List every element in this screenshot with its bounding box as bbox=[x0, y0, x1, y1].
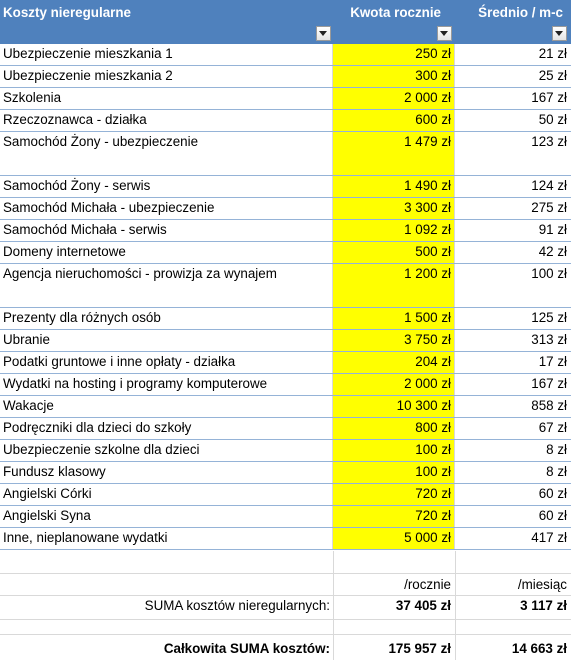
table-row bbox=[0, 220, 571, 242]
table-row bbox=[0, 110, 571, 132]
table-row bbox=[0, 264, 571, 308]
row-year-cell[interactable]: 1 200 zł bbox=[333, 264, 455, 307]
filter-dropdown-button[interactable] bbox=[552, 26, 567, 41]
row-month-cell[interactable]: 100 zł bbox=[531, 266, 567, 281]
irregular-sum-year[interactable]: 37 405 zł bbox=[395, 598, 451, 613]
row-month-cell[interactable]: 313 zł bbox=[531, 332, 567, 347]
table-row bbox=[0, 528, 571, 550]
header-cell-month[interactable] bbox=[455, 0, 571, 44]
divider bbox=[0, 634, 571, 635]
table-row bbox=[0, 242, 571, 264]
row-year-cell[interactable]: 100 zł bbox=[333, 462, 455, 483]
row-month-cell[interactable]: 8 zł bbox=[546, 464, 567, 479]
total-sum-label: Całkowita SUMA kosztów: bbox=[163, 641, 330, 656]
monthly-caption: /miesiąc bbox=[517, 577, 567, 592]
row-year-cell[interactable]: 3 750 zł bbox=[333, 330, 455, 351]
column-divider bbox=[455, 551, 456, 660]
row-year-cell[interactable]: 1 092 zł bbox=[333, 220, 455, 241]
row-year-cell[interactable]: 1 500 zł bbox=[333, 308, 455, 329]
row-month-cell[interactable]: 125 zł bbox=[531, 310, 567, 325]
row-year-cell[interactable]: 1 490 zł bbox=[333, 176, 455, 197]
chevron-down-icon bbox=[319, 31, 327, 36]
row-year-cell[interactable]: 720 zł bbox=[333, 506, 455, 527]
row-month-cell[interactable]: 167 zł bbox=[531, 90, 567, 105]
row-year-cell[interactable]: 5 000 zł bbox=[333, 528, 455, 549]
table-row bbox=[0, 462, 571, 484]
row-month-cell[interactable]: 167 zł bbox=[531, 376, 567, 391]
row-name-cell[interactable]: Ubezpieczenie mieszkania 2 bbox=[0, 66, 333, 87]
table-row bbox=[0, 440, 571, 462]
table-row bbox=[0, 198, 571, 220]
total-sum-month[interactable]: 14 663 zł bbox=[511, 641, 567, 656]
table-row bbox=[0, 66, 571, 88]
header-month-label: Średnio / m-c bbox=[478, 5, 563, 20]
row-name-cell[interactable]: Ubezpieczenie szkolne dla dzieci bbox=[0, 440, 333, 461]
row-month-cell[interactable]: 60 zł bbox=[538, 508, 567, 523]
row-name-cell[interactable]: Samochód Żony - serwis bbox=[0, 176, 333, 197]
row-name-cell[interactable]: Angielski Córki bbox=[0, 484, 333, 505]
table-row bbox=[0, 88, 571, 110]
row-month-cell[interactable]: 67 zł bbox=[538, 420, 567, 435]
row-name-cell[interactable]: Samochód Michała - ubezpieczenie bbox=[0, 198, 333, 219]
column-divider bbox=[333, 551, 334, 660]
divider bbox=[0, 595, 571, 596]
row-month-cell[interactable]: 123 zł bbox=[531, 134, 567, 149]
row-year-cell[interactable]: 600 zł bbox=[333, 110, 455, 131]
row-month-cell[interactable]: 91 zł bbox=[538, 222, 567, 237]
row-year-cell[interactable]: 2 000 zł bbox=[333, 88, 455, 109]
row-year-cell[interactable]: 300 zł bbox=[333, 66, 455, 87]
row-name-cell[interactable]: Samochód Żony - ubezpieczenie bbox=[0, 132, 333, 175]
header-cell-name[interactable] bbox=[0, 0, 333, 44]
row-name-cell[interactable]: Angielski Syna bbox=[0, 506, 333, 527]
row-name-cell[interactable]: Inne, nieplanowane wydatki bbox=[0, 528, 333, 549]
row-name-cell[interactable]: Prezenty dla różnych osób bbox=[0, 308, 333, 329]
row-month-cell[interactable]: 8 zł bbox=[546, 442, 567, 457]
row-year-cell[interactable]: 10 300 zł bbox=[333, 396, 455, 417]
yearly-caption: /rocznie bbox=[404, 577, 451, 592]
row-month-cell[interactable]: 25 zł bbox=[538, 68, 567, 83]
row-name-cell[interactable]: Podatki gruntowe i inne opłaty - działka bbox=[0, 352, 333, 373]
row-year-cell[interactable]: 720 zł bbox=[333, 484, 455, 505]
row-month-cell[interactable]: 124 zł bbox=[531, 178, 567, 193]
row-name-cell[interactable]: Rzeczoznawca - działka bbox=[0, 110, 333, 131]
table-row bbox=[0, 352, 571, 374]
row-name-cell[interactable]: Ubranie bbox=[0, 330, 333, 351]
row-name-cell[interactable]: Ubezpieczenie mieszkania 1 bbox=[0, 44, 333, 65]
chevron-down-icon bbox=[440, 31, 448, 36]
total-sum-year[interactable]: 175 957 zł bbox=[388, 641, 451, 656]
row-year-cell[interactable]: 250 zł bbox=[333, 44, 455, 65]
row-year-cell[interactable]: 3 300 zł bbox=[333, 198, 455, 219]
row-name-cell[interactable]: Agencja nieruchomości - prowizja za wynajem bbox=[0, 264, 333, 307]
row-year-cell[interactable]: 2 000 zł bbox=[333, 374, 455, 395]
row-year-cell[interactable]: 204 zł bbox=[333, 352, 455, 373]
row-year-cell[interactable]: 100 zł bbox=[333, 440, 455, 461]
table-row bbox=[0, 484, 571, 506]
table-row bbox=[0, 418, 571, 440]
row-name-cell[interactable]: Szkolenia bbox=[0, 88, 333, 109]
row-month-cell[interactable]: 417 zł bbox=[531, 530, 567, 545]
table-row bbox=[0, 506, 571, 528]
table-row bbox=[0, 44, 571, 66]
row-name-cell[interactable]: Wydatki na hosting i programy komputerowe bbox=[0, 374, 333, 395]
row-name-cell[interactable]: Samochód Michała - serwis bbox=[0, 220, 333, 241]
row-name-cell[interactable]: Podręczniki dla dzieci do szkoły bbox=[0, 418, 333, 439]
row-year-cell[interactable]: 1 479 zł bbox=[333, 132, 455, 175]
table-row bbox=[0, 374, 571, 396]
table-row bbox=[0, 132, 571, 176]
irregular-sum-month[interactable]: 3 117 zł bbox=[520, 598, 567, 613]
row-month-cell[interactable]: 50 zł bbox=[538, 112, 567, 127]
row-month-cell[interactable]: 275 zł bbox=[531, 200, 567, 215]
row-month-cell[interactable]: 60 zł bbox=[538, 486, 567, 501]
row-year-cell[interactable]: 500 zł bbox=[333, 242, 455, 263]
row-month-cell[interactable]: 17 zł bbox=[538, 354, 567, 369]
table-row bbox=[0, 396, 571, 418]
table-row bbox=[0, 176, 571, 198]
table-row bbox=[0, 330, 571, 352]
row-month-cell[interactable]: 42 zł bbox=[538, 244, 567, 259]
row-month-cell[interactable]: 21 zł bbox=[538, 46, 567, 61]
filter-dropdown-button[interactable] bbox=[316, 26, 331, 41]
row-month-cell[interactable]: 858 zł bbox=[531, 398, 567, 413]
irregular-sum-label: SUMA kosztów nieregularnych: bbox=[144, 598, 330, 613]
row-year-cell[interactable]: 800 zł bbox=[333, 418, 455, 439]
chevron-down-icon bbox=[555, 31, 563, 36]
filter-dropdown-button[interactable] bbox=[437, 26, 452, 41]
divider bbox=[0, 619, 571, 620]
row-name-cell[interactable]: Domeny internetowe bbox=[0, 242, 333, 263]
header-cell-year[interactable] bbox=[333, 0, 455, 44]
header-year-label: Kwota rocznie bbox=[350, 5, 441, 20]
table-row bbox=[0, 308, 571, 330]
divider bbox=[0, 573, 571, 574]
row-name-cell[interactable]: Fundusz klasowy bbox=[0, 462, 333, 483]
header-name-label: Koszty nieregularne bbox=[3, 5, 131, 20]
row-name-cell[interactable]: Wakacje bbox=[0, 396, 333, 417]
